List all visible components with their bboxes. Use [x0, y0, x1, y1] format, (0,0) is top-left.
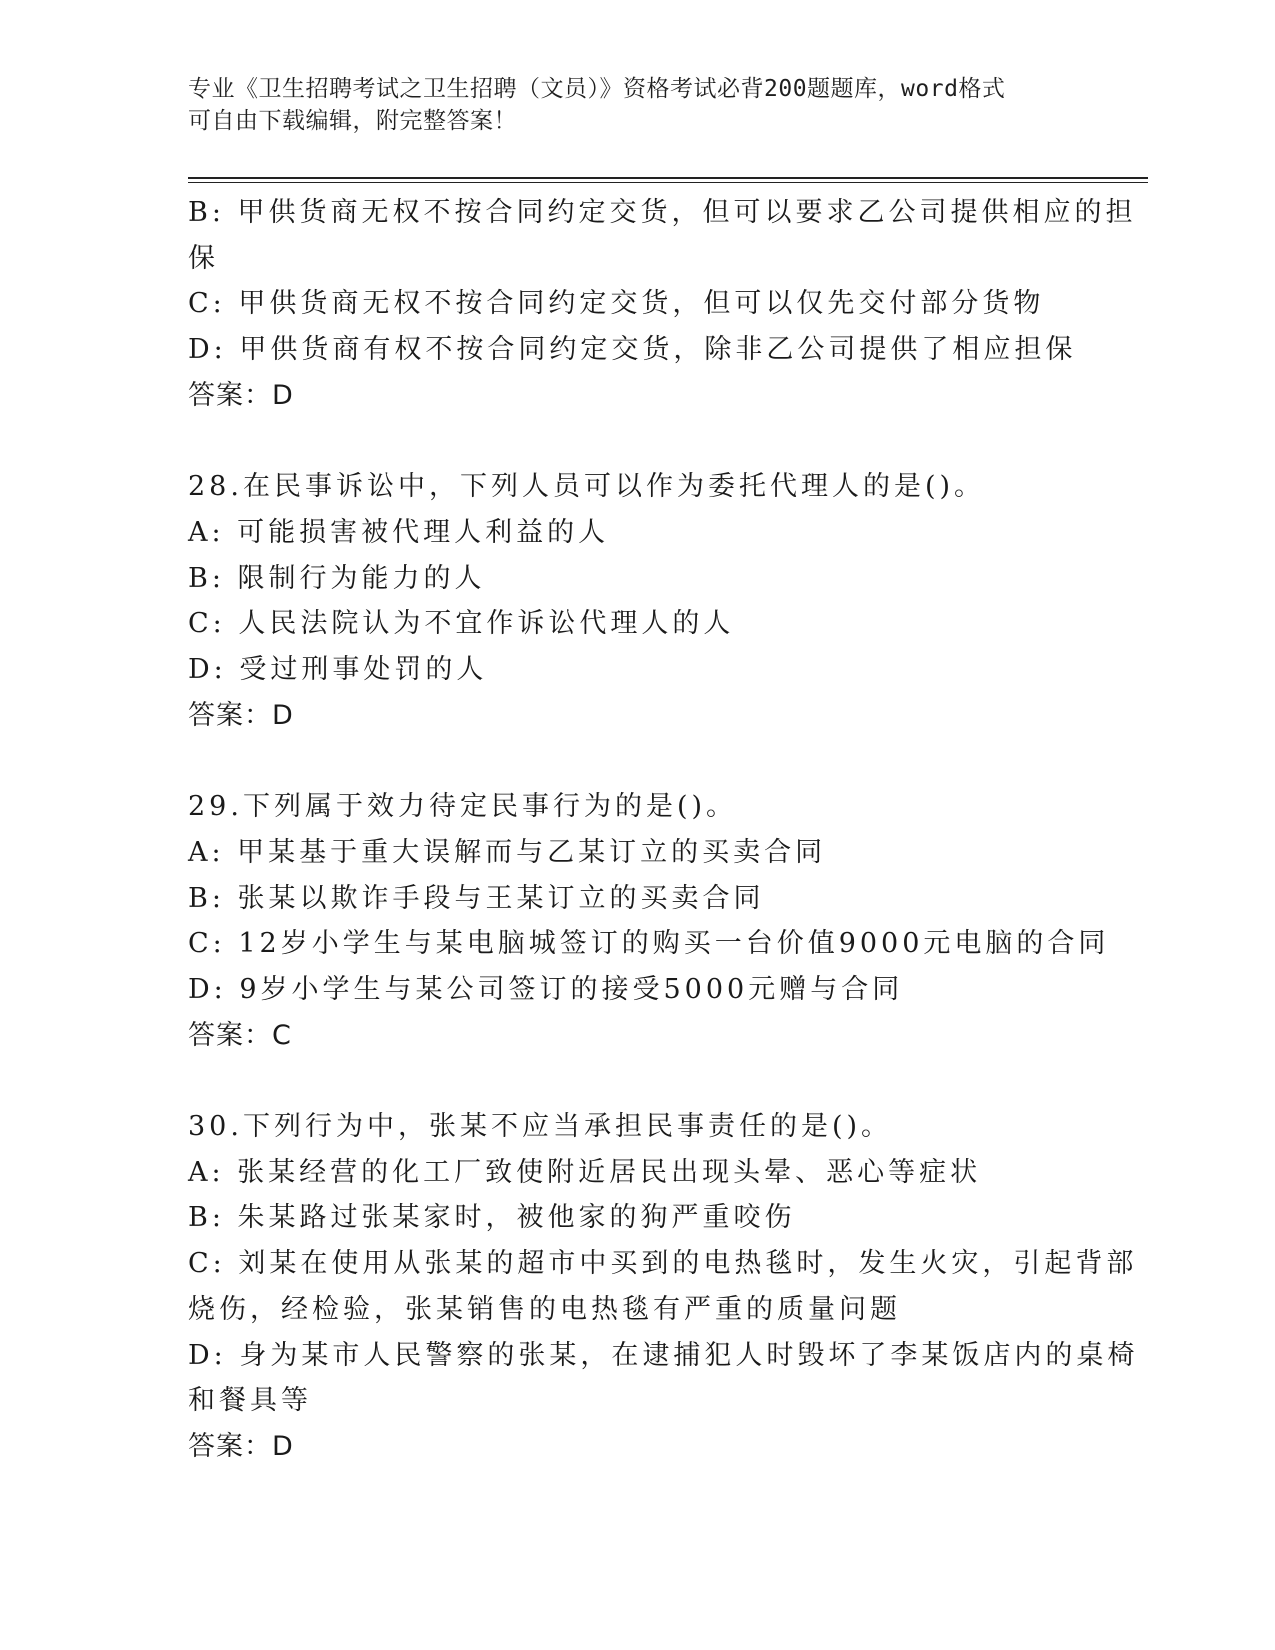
spacer: [188, 1058, 1088, 1104]
option-d: D: 9岁小学生与某公司签订的接受5000元赠与合同: [188, 973, 904, 1005]
option-b: B: 限制行为能力的人: [188, 562, 486, 594]
option-c-line-2: 烧伤，经检验，张某销售的电热毯有严重的质量问题: [188, 1293, 901, 1325]
answer: 答案：D: [188, 379, 294, 411]
option-a: A: 甲某基于重大误解而与乙某订立的买卖合同: [188, 836, 827, 868]
option-b: B: 朱某路过张某家时，被他家的狗严重咬伤: [188, 1202, 796, 1234]
answer: 答案：D: [188, 1430, 294, 1462]
question-30: [188, 1104, 1139, 1470]
header-line-2: 可自由下载编辑，附完整答案！: [188, 108, 517, 134]
question-stem: 29.下列属于效力待定民事行为的是()。: [188, 791, 738, 823]
question-content: [188, 190, 1139, 1470]
question-28: [188, 464, 1088, 738]
option-a: A: 张某经营的化工厂致使附近居民出现头晕、恶心等症状: [188, 1156, 982, 1188]
question-stem: 28.在民事诉讼中，下列人员可以作为委托代理人的是()。: [188, 471, 986, 503]
question-stem: 30.下列行为中，张某不应当承担民事责任的是()。: [188, 1111, 893, 1143]
option-b: B: 张某以欺诈手段与王某订立的买卖合同: [188, 882, 765, 914]
option-c: C: 人民法院认为不宜作诉讼代理人的人: [188, 608, 735, 640]
option-d: D: 受过刑事处罚的人: [188, 654, 488, 686]
option-d-line-1: D: 身为某市人民警察的张某，在逮捕犯人时毁坏了李某饭店内的桌椅: [188, 1339, 1139, 1371]
option-c: C: 甲供货商无权不按合同约定交货，但可以仅先交付部分货物: [188, 288, 1045, 320]
document-header: [188, 73, 1088, 137]
header-divider-top: [188, 177, 1148, 179]
header-divider-bottom: [188, 182, 1148, 183]
spacer: [188, 419, 1088, 465]
answer: 答案：C: [188, 1019, 292, 1051]
question-29: [188, 784, 1110, 1058]
option-a: A: 可能损害被代理人利益的人: [188, 516, 610, 548]
option-d-line-2: 和餐具等: [188, 1385, 312, 1417]
question-27: [188, 190, 1137, 419]
option-c: C: 12岁小学生与某电脑城签订的购买一台价值9000元电脑的合同: [188, 928, 1110, 960]
option-d: D: 甲供货商有权不按合同约定交货，除非乙公司提供了相应担保: [188, 334, 1077, 366]
option-c-line-1: C: 刘某在使用从张某的超市中买到的电热毯时，发生火灾，引起背部: [188, 1248, 1138, 1280]
answer: 答案：D: [188, 699, 294, 731]
option-b-line-1: B: 甲供货商无权不按合同约定交货，但可以要求乙公司提供相应的担: [188, 197, 1137, 228]
header-line-1: 专业《卫生招聘考试之卫生招聘（文员）》资格考试必背200题题库，word格式: [188, 76, 1006, 102]
spacer: [188, 738, 1088, 784]
option-b-line-2: 保: [188, 242, 219, 274]
